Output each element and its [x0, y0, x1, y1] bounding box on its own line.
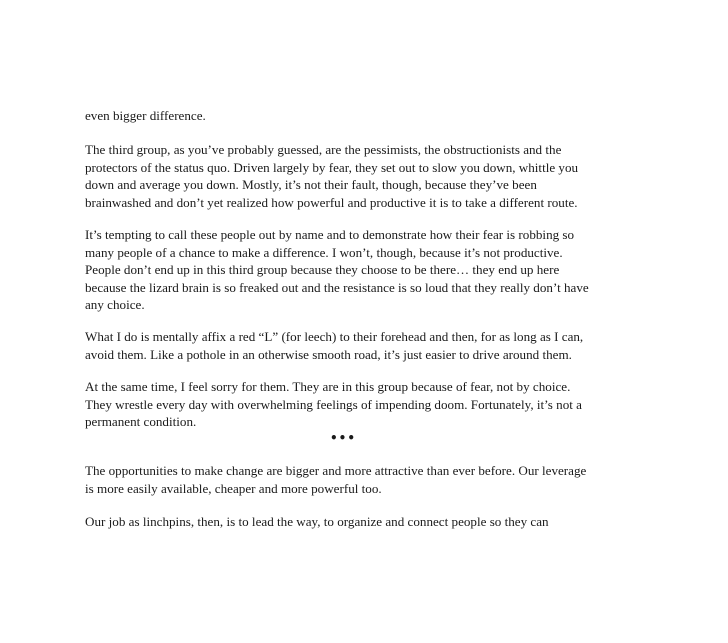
paragraph-line: avoid them. Like a pothole in an otherwise smooth road, it’s just easier to drive around them.: [85, 346, 572, 362]
paragraph-line: brainwashed and don’t yet realized how powerful and productive it is to take a different route.: [85, 194, 578, 210]
paragraph-line: The third group, as you’ve probably guessed, are the pessimists, the obstructionists and the: [85, 142, 562, 157]
paragraph-line: The opportunities to make change are bigger and more attractive than ever before. Our leverage: [85, 463, 587, 478]
paragraph-line: protectors of the status quo. Driven largely by fear, they set out to slow you down, whittle you: [85, 159, 579, 175]
paragraph-3: [85, 226, 645, 314]
paragraph-line: many people of a chance to make a difference. I won’t, though, because it’s not productive.: [85, 244, 563, 260]
paragraph-line: It’s tempting to call these people out by name and to demonstrate how their fear is robbing so: [85, 227, 575, 242]
paragraph-4: [85, 328, 645, 363]
paragraph-line: any choice.: [85, 297, 145, 313]
paragraph-line: because the lizard brain is so freaked out and the resistance is so loud that they really don’t have: [85, 279, 589, 295]
paragraph-line: At the same time, I feel sorry for them. They are in this group because of fear, not by choice.: [85, 379, 571, 394]
paragraph-line: permanent condition.: [85, 414, 197, 430]
paragraph-line: down and average you down. Mostly, it’s not their fault, though, because they’ve been: [85, 177, 537, 193]
paragraph-7: [85, 513, 645, 531]
paragraph-line: They wrestle every day with overwhelming feelings of impending doom. Fortunately, it’s not a: [85, 396, 582, 412]
paragraph-2: [85, 141, 645, 211]
paragraph-line: What I do is mentally affix a red “L” (for leech) to their forehead and then, for as long as I can,: [85, 329, 584, 344]
paragraph-1: [85, 107, 645, 125]
paragraph-6: [85, 462, 645, 497]
paragraph-line: even bigger difference.: [85, 108, 206, 123]
paragraph-5: [85, 378, 645, 431]
paragraph-line: is more easily available, cheaper and more powerful too.: [85, 480, 382, 496]
section-break-ornament: •••: [329, 431, 356, 445]
paragraph-line: Our job as linchpins, then, is to lead the way, to organize and connect people so they can: [85, 514, 549, 529]
paragraph-line: People don’t end up in this third group because they choose to be there… they end up here: [85, 262, 560, 278]
